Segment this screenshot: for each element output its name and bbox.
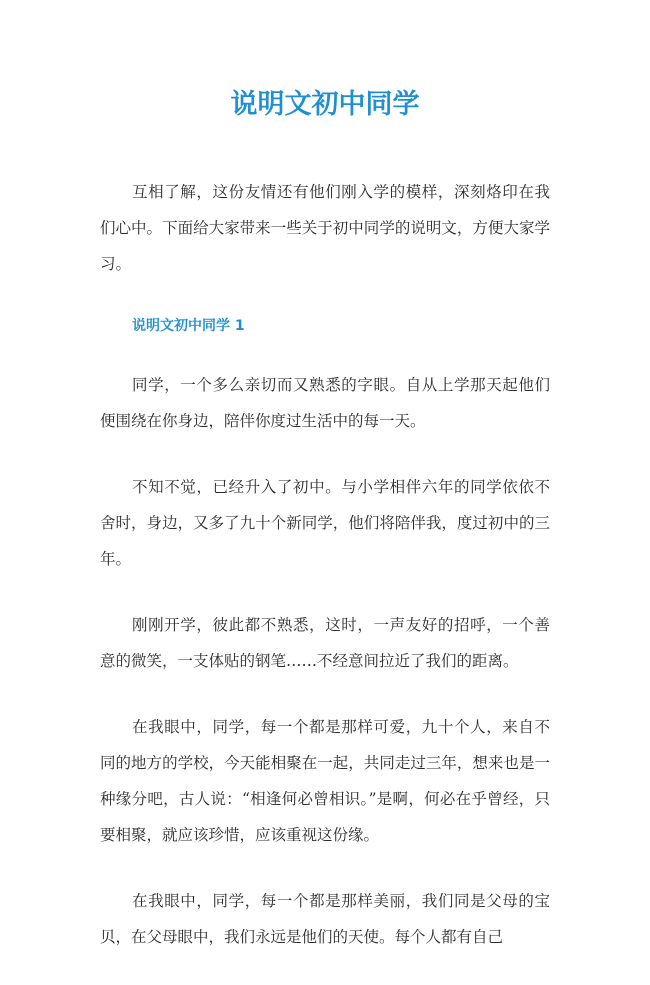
intro-paragraph: 互相了解，这份友情还有他们刚入学的模样，深刻烙印在我们心中。下面给大家带来一些关于初中同学的说明文，方便大家学习。	[100, 183, 550, 273]
section-heading: 说明文初中同学 1	[132, 318, 245, 334]
body-paragraph: 在我眼中，同学，每一个都是那样美丽，我们同是父母的宝贝，在父母眼中，我们永远是他们的天使。每个人都有自己	[100, 892, 550, 946]
body-paragraph: 刚刚开学，彼此都不熟悉，这时，一声友好的招呼，一个善意的微笑，一支体贴的钢笔……不经意间拉近了我们的距离。	[100, 616, 550, 670]
body-paragraph: 不知不觉，已经升入了初中。与小学相伴六年的同学依依不舍时，身边，又多了九十个新同学，他们将陪伴我，度过初中的三年。	[100, 478, 550, 568]
body-paragraph: 同学，一个多么亲切而又熟悉的字眼。自从上学那天起他们便围绕在你身边，陪伴你度过生活中的每一天。	[100, 376, 550, 430]
document-title: 说明文初中同学	[230, 89, 420, 120]
body-paragraph: 在我眼中，同学，每一个都是那样可爱，九十个人，来自不同的地方的学校，今天能相聚在一起，共同走过三年，想来也是一种缘分吧，古人说：“相逢何必曾相识。”是啊，何必在乎曾经，只要相聚，就应该珍惜，应该重视这份缘。	[100, 718, 550, 844]
document-body	[100, 174, 550, 985]
